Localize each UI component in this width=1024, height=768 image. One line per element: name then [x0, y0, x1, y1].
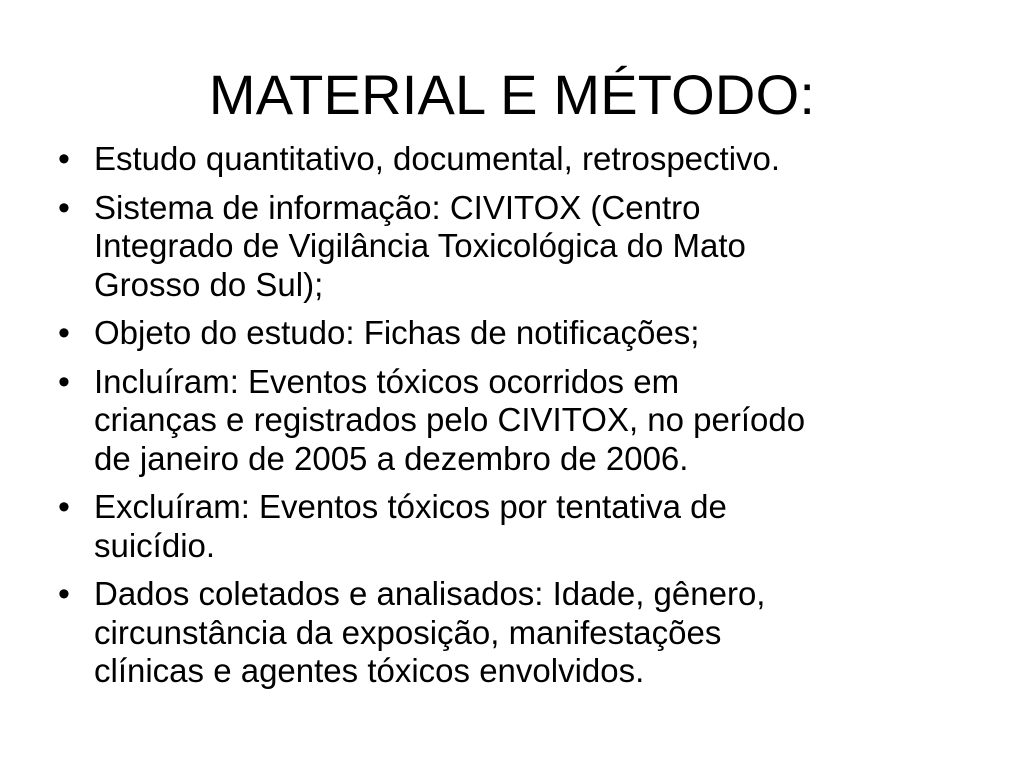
bullet-item-inclusion-criteria — [58, 363, 978, 479]
bullet-line: Objeto do estudo: Fichas de notificações; — [94, 314, 700, 351]
bullet-line: crianças e registrados pelo CIVITOX, no período — [94, 401, 806, 438]
bullet-text — [94, 363, 978, 479]
slide-title: MATERIAL E MÉTODO: — [208, 63, 816, 126]
bullet-item-study-object — [58, 314, 978, 353]
bullet-line: Sistema de informação: CIVITOX (Centro — [94, 188, 701, 226]
bullet-line: Dados coletados e analisados: Idade, gênero, — [94, 575, 766, 612]
bullet-line: de janeiro de 2005 a dezembro de 2006. — [94, 439, 689, 477]
bullet-line: circunstância da exposição, manifestações — [94, 613, 722, 651]
bullet-icon: • — [58, 140, 70, 178]
bullet-list — [58, 140, 978, 701]
bullet-text — [94, 575, 978, 691]
bullet-line: Incluíram: Eventos tóxicos ocorridos em — [94, 362, 680, 400]
bullet-line: Integrado de Vigilância Toxicológica do Mato — [94, 227, 746, 264]
bullet-text — [94, 140, 978, 179]
bullet-line: suicídio. — [94, 526, 216, 564]
bullet-item-study-type — [58, 140, 978, 179]
bullet-icon: • — [58, 488, 70, 526]
bullet-icon: • — [58, 362, 70, 401]
bullet-icon: • — [58, 575, 70, 613]
bullet-icon: • — [58, 188, 70, 227]
bullet-text — [94, 189, 978, 305]
bullet-item-data-collected — [58, 575, 978, 691]
bullet-text — [94, 314, 978, 353]
bullet-icon: • — [58, 314, 70, 352]
bullet-item-exclusion-criteria — [58, 488, 978, 565]
bullet-line: Excluíram: Eventos tóxicos por tentativa de — [94, 488, 727, 525]
bullet-line: clínicas e agentes tóxicos envolvidos. — [94, 652, 645, 689]
bullet-line: Estudo quantitativo, documental, retrospectivo. — [94, 140, 781, 177]
bullet-item-information-system — [58, 189, 978, 305]
bullet-line: Grosso do Sul); — [94, 265, 324, 303]
bullet-text — [94, 488, 978, 565]
